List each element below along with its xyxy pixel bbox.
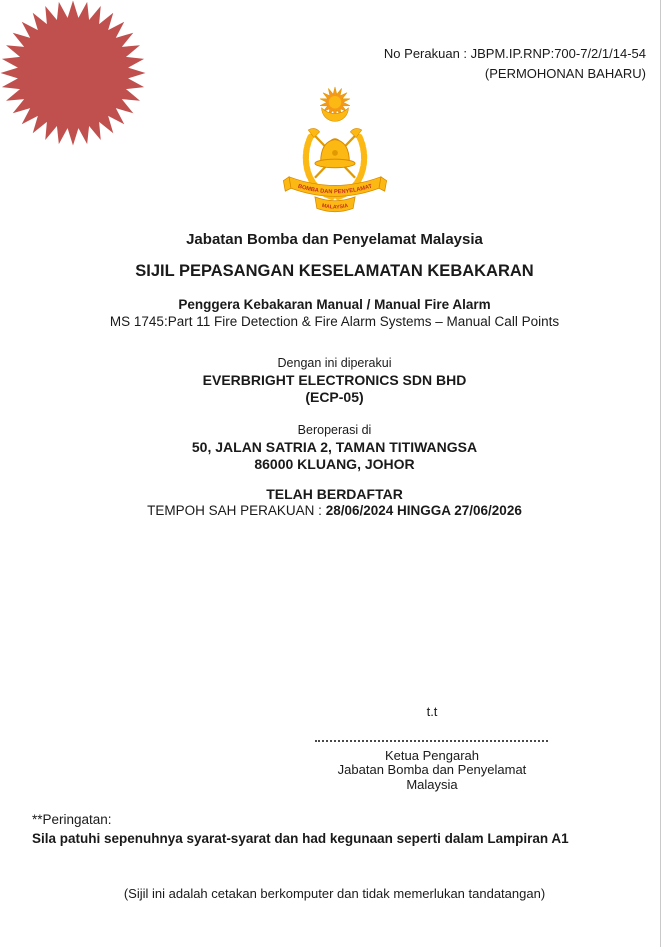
certificate-number-block — [384, 44, 646, 84]
validity-period: 28/06/2024 HINGGA 27/06/2026 — [325, 503, 522, 518]
ribbon-text-top: BOMBA DAN PENYELAMAT — [297, 183, 373, 196]
signer-title: Ketua Pengarah — [385, 748, 479, 763]
company-code: (ECP-05) — [305, 389, 364, 405]
signature-tt: t.t — [426, 704, 438, 719]
computer-print-note: (Sijil ini adalah cetakan berkomputer dan tidak memerlukan tandatangan) — [123, 886, 546, 901]
warning-label: **Peringatan: — [32, 812, 112, 827]
standard-reference: MS 1745:Part 11 Fire Detection & Fire Alarm Systems – Manual Call Points — [109, 314, 560, 329]
department-title: Jabatan Bomba dan Penyelamat Malaysia — [186, 231, 483, 248]
page-edge-line — [660, 0, 661, 947]
validity-line — [0, 503, 669, 518]
address-line-2: 86000 KLUANG, JOHOR — [254, 456, 415, 472]
registered-status: TELAH BERDAFTAR — [266, 486, 403, 502]
certificate-title: SIJIL PEPASANGAN KESELAMATAN KEBAKARAN — [135, 262, 534, 280]
company-name: EVERBRIGHT ELECTRONICS SDN BHD — [202, 372, 467, 388]
system-type-title: Penggera Kebakaran Manual / Manual Fire Alarm — [178, 297, 491, 312]
warning-text: Sila patuhi sepenuhnya syarat-syarat dan had kegunaan seperti dalam Lampiran A1 — [32, 831, 569, 846]
signature-dotted-line — [315, 740, 548, 742]
validity-label: TEMPOH SAH PERAKUAN : — [147, 503, 326, 518]
bomba-crest-icon — [280, 86, 390, 216]
official-seal-icon — [0, 0, 146, 146]
sun-core — [329, 96, 341, 108]
application-type: (PERMOHONAN BAHARU) — [484, 66, 646, 81]
helmet-brim — [315, 159, 355, 168]
seal-starburst — [1, 1, 146, 146]
certified-label: Dengan ini diperakui — [277, 356, 392, 370]
operating-label: Beroperasi di — [297, 423, 372, 437]
ribbon-text-bottom: MALAYSIA — [321, 202, 349, 211]
address-line-1: 50, JALAN SATRIA 2, TAMAN TITIWANGSA — [191, 439, 478, 455]
certificate-number: No Perakuan : JBPM.IP.RNP:700-7/2/1/14-54 — [383, 46, 646, 61]
signer-organization: Jabatan Bomba dan Penyelamat Malaysia — [337, 762, 527, 792]
helmet-badge — [332, 150, 338, 156]
